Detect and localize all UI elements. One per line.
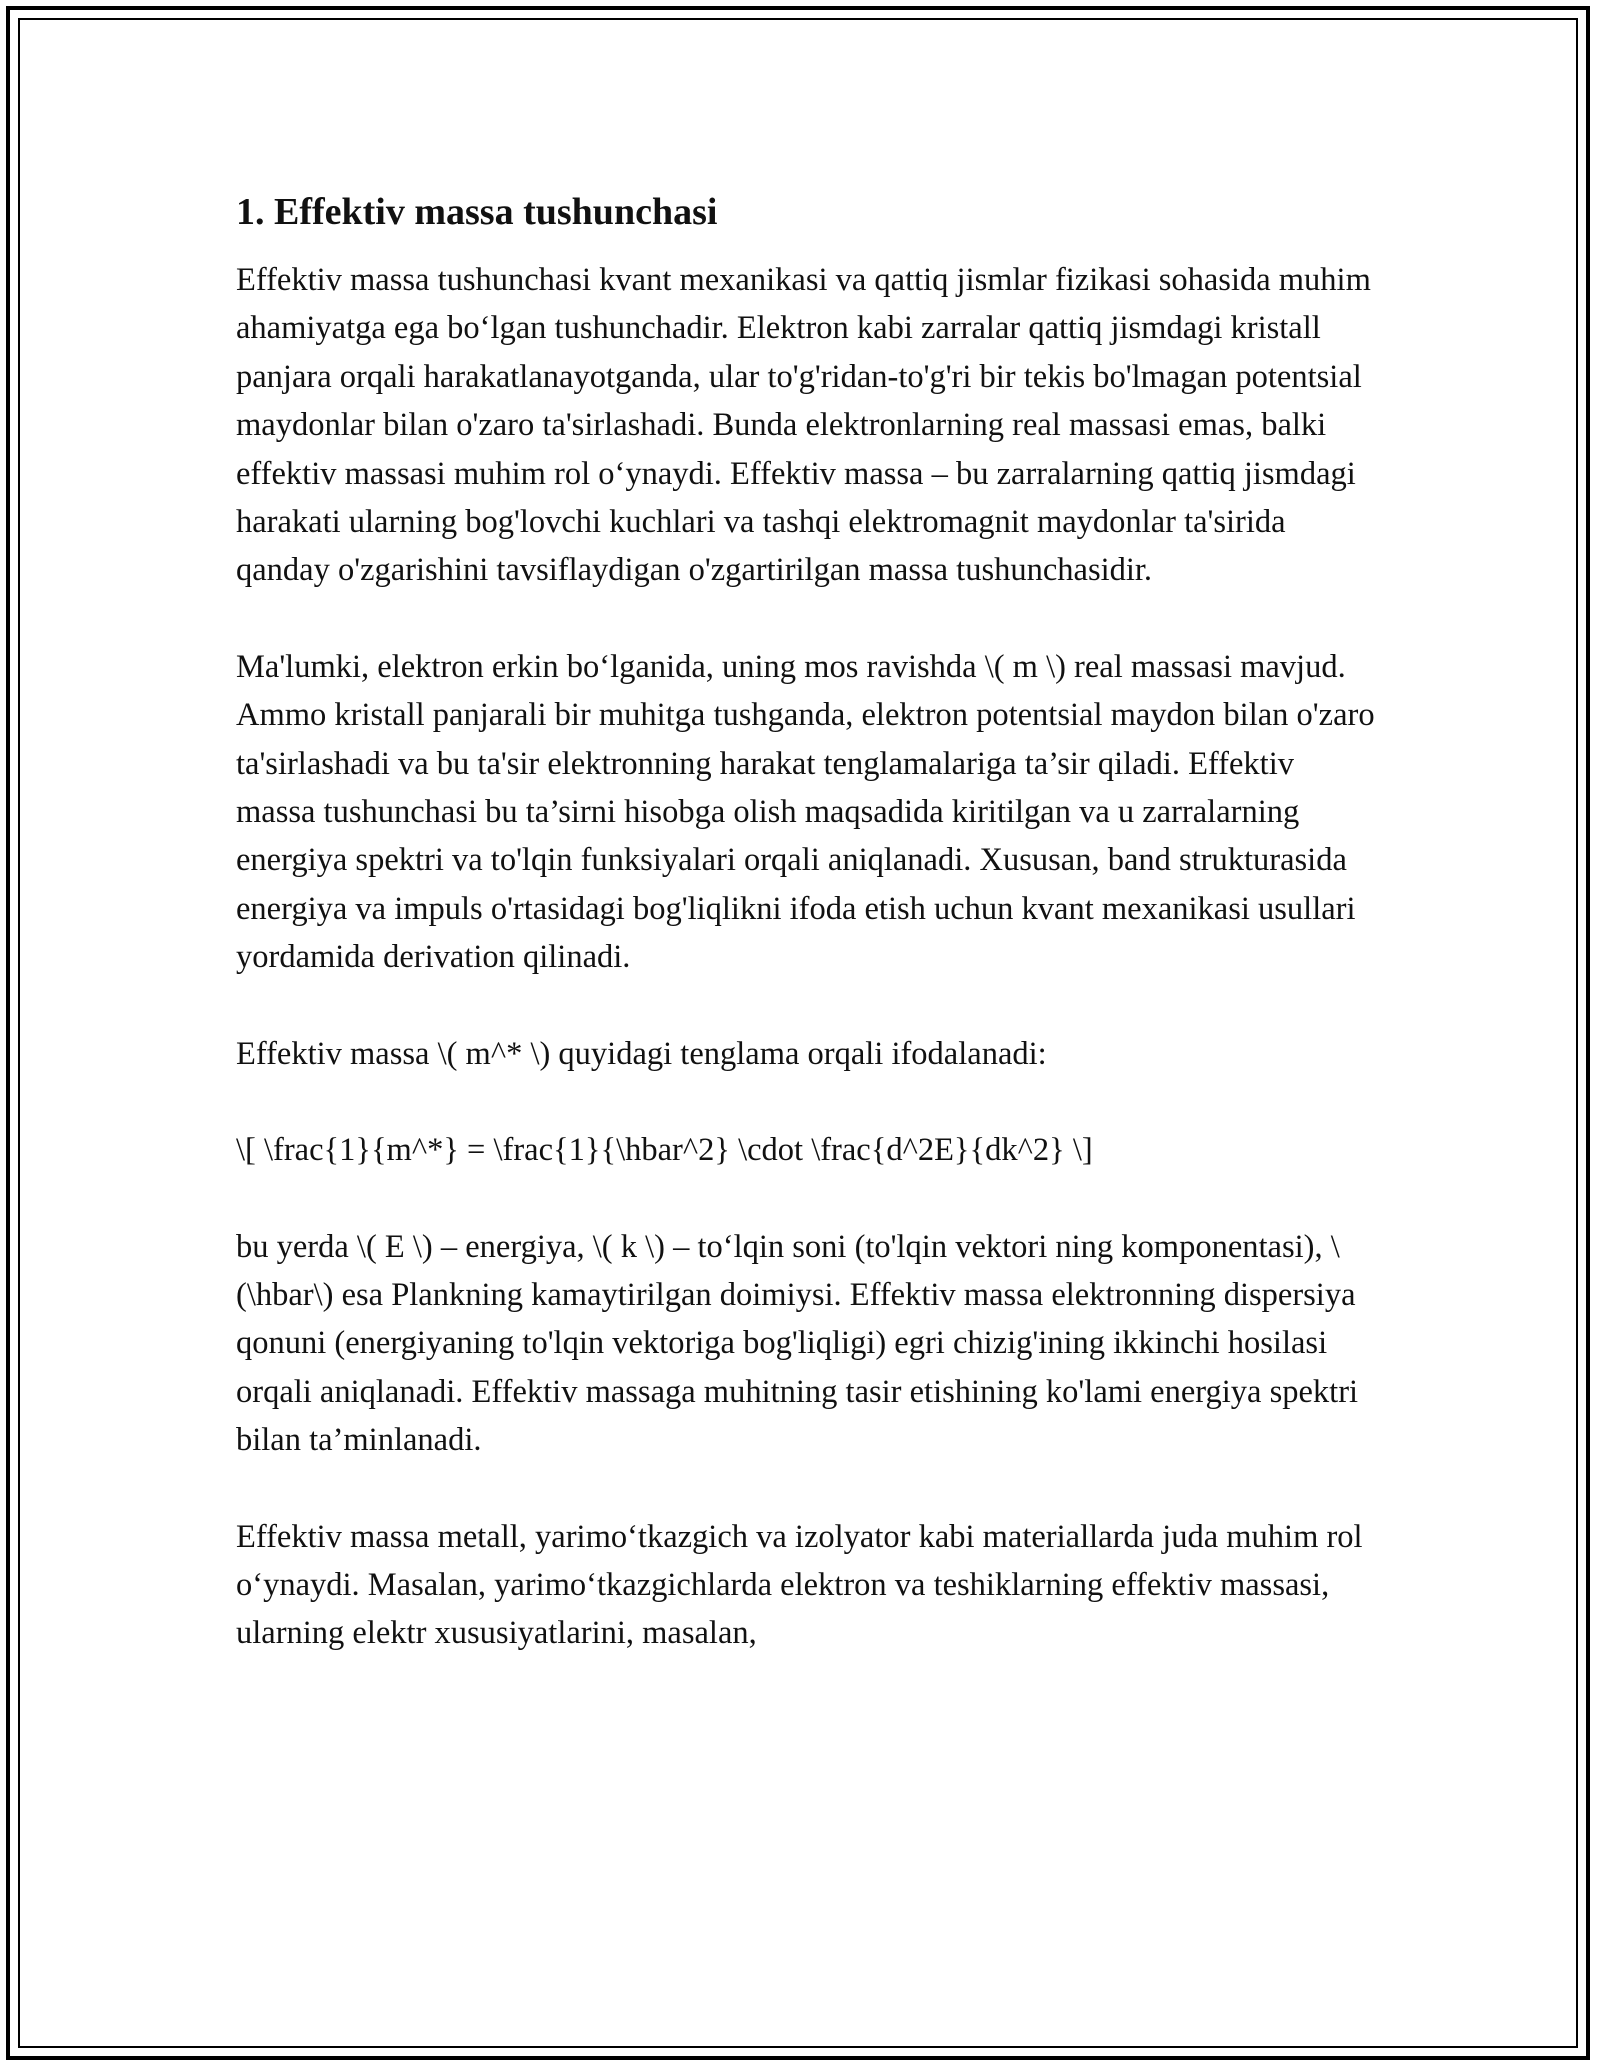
paragraph-materials: Effektiv massa metall, yarimo‘tkazgich va izolyator kabi materiallarda juda muhim rol o‘ynaydi. Masalan, yarimo‘tkazgichlarda elektron va teshiklarning effektiv massasi, ularning elektr xususiyatlarini, masalan, bbox=[236, 1518, 1363, 1652]
document-body bbox=[236, 188, 1376, 1706]
paragraph-free-electron: Ma'lumki, elektron erkin bo‘lganida, uning mos ravishda \( m \) real massasi mavjud. Ammo kristall panjarali bir muhitga tushganda, elektron potentsial maydon bilan o'zaro ta'sirlashadi va bu ta'sir elektronning harakat tenglamalariga ta’sir qiladi. Effektiv massa tushunchasi bu ta’sirni hisobga olish maqsadida kiritilgan va u zarralarning energiya spektri va to'lqin funksiyalari orqali aniqlanadi. Xususan, band strukturasida energiya va impuls o'rtasidagi bog'liqlikni ifoda etish uchun kvant mexanikasi usullari yordamida derivation qilinadi. bbox=[236, 648, 1375, 976]
paragraph-formula-intro: Effektiv massa \( m^* \) quyidagi tenglama orqali ifodalanadi: bbox=[236, 1035, 1047, 1072]
paragraph-intro: Effektiv massa tushunchasi kvant mexanikasi va qattiq jismlar fizikasi sohasida muhim ahamiyatga ega bo‘lgan tushunchadir. Elektron kabi zarralar qattiq jismdagi kristall panjara orqali harakatlanayotganda, ular to'g'ridan-to'g'ri bir tekis bo'lmagan potentsial maydonlar bilan o'zaro ta'sirlashadi. Bunda elektronlarning real massasi emas, balki effektiv massasi muhim rol o‘ynaydi. Effektiv massa – bu zarralarning qattiq jismdagi harakati ularning bog'lovchi kuchlari va tashqi elektromagnit maydonlar ta'sirida qanday o'zgarishini tavsiflaydigan o'zgartirilgan massa tushunchasidir. bbox=[236, 262, 1371, 589]
paragraph-formula-explanation: bu yerda \( E \) – energiya, \( k \) – to‘lqin soni (to'lqin vektori ning komponentasi), \(\hbar\) esa Plankning kamaytirilgan doimiysi. Effektiv massa elektronning dispersiya qonuni (energiyaning to'lqin vektoriga bog'liqligi) egri chizig'ining ikkinchi hosilasi orqali aniqlanadi. Effektiv massaga muhitning tasir etishining ko'lami energiya spektri bilan ta’minlanadi. bbox=[236, 1228, 1359, 1459]
formula-effective-mass: \[ \frac{1}{m^*} = \frac{1}{\hbar^2} \cdot \frac{d^2E}{dk^2} \] bbox=[236, 1132, 1093, 1169]
section-heading: 1. Effektiv massa tushunchasi bbox=[236, 191, 718, 233]
